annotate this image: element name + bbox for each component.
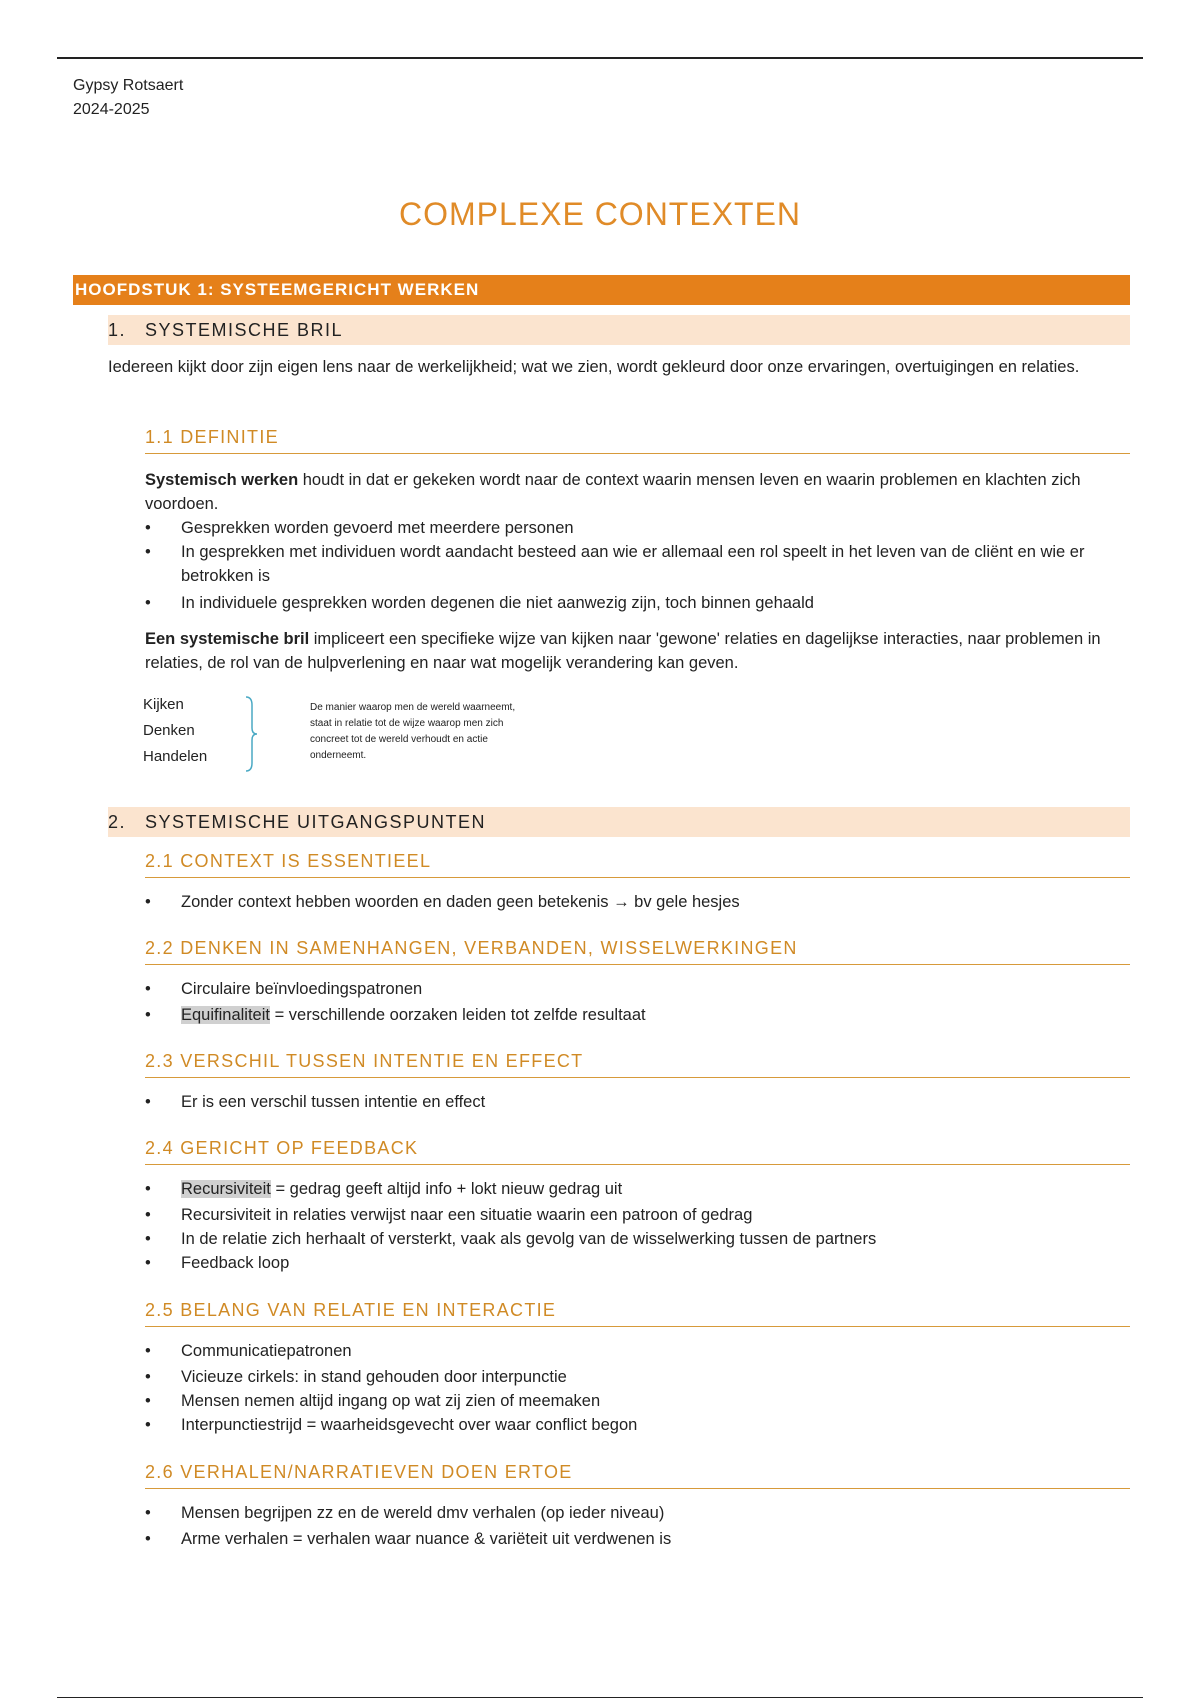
highlighted-term: Equifinaliteit [181,1006,270,1024]
section-heading-2 [108,807,1130,837]
bullet-icon: • [145,1093,151,1111]
subsection-heading-2-1: 2.1 CONTEXT IS ESSENTIEEL [145,847,1130,878]
list-item-text: Er is een verschil tussen intentie en effect [181,1093,486,1111]
list-item-text: Recursiviteit in relaties verwijst naar een situatie waarin een patroon of gedrag [181,1206,753,1224]
term-definition: = gedrag geeft altijd info + lokt nieuw gedrag uit [270,1180,623,1198]
bullet-icon: • [145,1006,151,1024]
bullet-icon: • [145,1254,151,1272]
list-item-text: Zonder context hebben woorden en daden geen betekenis → bv gele hesjes [181,893,740,911]
list-item-text: In individuele gesprekken worden degenen die niet aanwezig zijn, toch binnen gehaald [181,594,814,612]
term-definition: = verschillende oorzaken leiden tot zelfde resultaat [269,1006,646,1024]
bullet-icon: • [145,1206,151,1224]
subsection-heading-2-6: 2.6 VERHALEN/NARRATIEVEN DOEN ERTOE [145,1458,1130,1489]
subsection-heading-2-4: 2.4 GERICHT OP FEEDBACK [145,1134,1130,1165]
section-intro: Iedereen kijkt door zijn eigen lens naar de werkelijkheid; wat we zien, wordt gekleurd door onze ervaringen, overtuigingen en relaties. [108,358,1080,376]
chapter-heading: HOOFDSTUK 1: SYSTEEMGERICHT WERKEN [73,275,1130,305]
list-item-text: Mensen nemen altijd ingang op wat zij zien of meemaken [181,1392,601,1410]
list-item-text: Communicatiepatronen [181,1342,352,1360]
author-name: Gypsy Rotsaert [73,77,184,94]
list-item-text: Mensen begrijpen zz en de wereld dmv verhalen (op ieder niveau) [181,1504,665,1522]
triad-description: De manier waarop men de wereld waarneemt, staat in relatie tot de wijze waarop men zich concreet tot de wereld verhoudt en actie onderneemt. [310,702,516,761]
section-heading-1 [108,315,1130,345]
section-number: 2. [108,812,127,832]
list-item-text: Circulaire beïnvloedingspatronen [181,980,423,998]
bullet-icon: • [145,1530,151,1548]
list-item-text: In de relatie zich herhaalt of versterkt, vaak als gevolg van de wisselwerking tussen de partners [181,1230,877,1248]
definition-text: houdt in dat er gekeken wordt naar de context waarin mensen leven en waarin problemen en klachten zich voordoen. [145,471,1081,513]
triad-item-denken: Denken [143,722,195,739]
definition-paragraph [145,468,1130,516]
lens-text: impliceert een specifieke wijze van kijken naar 'gewone' relaties en dagelijkse interacties, naar problemen in relaties, de rol van de hulpverlening en naar wat mogelijk verandering kan geven. [145,630,1101,672]
list-item-text [181,1177,1131,1201]
bullet-icon: • [145,893,151,911]
bottom-rule [57,1697,1143,1698]
list-item-text: Arme verhalen = verhalen waar nuance & variëteit uit verdwenen is [181,1530,672,1548]
bullet-icon: • [145,1392,151,1410]
section-title: SYSTEMISCHE BRIL [145,320,344,340]
bullet-icon: • [145,594,151,612]
top-rule [57,57,1143,59]
systemic-lens-paragraph [145,627,1130,675]
bullet-icon: • [145,980,151,998]
list-item-text: Feedback loop [181,1254,290,1272]
bullet-icon: • [145,1368,151,1386]
bullet-icon: • [145,1504,151,1522]
triad-item-kijken: Kijken [143,696,184,713]
highlighted-term: Recursiviteit [181,1180,271,1198]
academic-year: 2024-2025 [73,101,150,118]
subsection-heading-2-5: 2.5 BELANG VAN RELATIE EN INTERACTIE [145,1296,1130,1327]
bullet-icon: • [145,1180,151,1198]
bullet-icon: • [145,1416,151,1434]
lens-term: Een systemische bril [145,630,310,648]
bullet-icon: • [145,1342,151,1360]
list-item-text: Interpunctiestrijd = waarheidsgevecht over waar conflict begon [181,1416,638,1434]
curly-brace-icon [244,695,260,773]
list-item-text [181,1003,1131,1027]
subsection-heading-2-2: 2.2 DENKEN IN SAMENHANGEN, VERBANDEN, WISSELWERKINGEN [145,934,1130,965]
subsection-heading-1-1: 1.1 DEFINITIE [145,423,1130,454]
bullet-icon: • [145,543,151,561]
section-number: 1. [108,320,127,340]
subsection-heading-2-3: 2.3 VERSCHIL TUSSEN INTENTIE EN EFFECT [145,1047,1130,1078]
document-title: COMPLEXE CONTEXTEN [398,196,802,232]
triad-item-handelen: Handelen [143,748,208,765]
bullet-icon: • [145,519,151,537]
list-item-text: Vicieuze cirkels: in stand gehouden door interpunctie [181,1368,567,1386]
list-item-text: In gesprekken met individuen wordt aandacht besteed aan wie er allemaal een rol speelt in het leven van de cliënt en wie er betrokken is [181,543,1085,585]
list-item-text: Gesprekken worden gevoerd met meerdere personen [181,519,574,537]
definition-term: Systemisch werken [145,471,299,489]
bullet-icon: • [145,1230,151,1248]
section-title: SYSTEMISCHE UITGANGSPUNTEN [145,812,487,832]
